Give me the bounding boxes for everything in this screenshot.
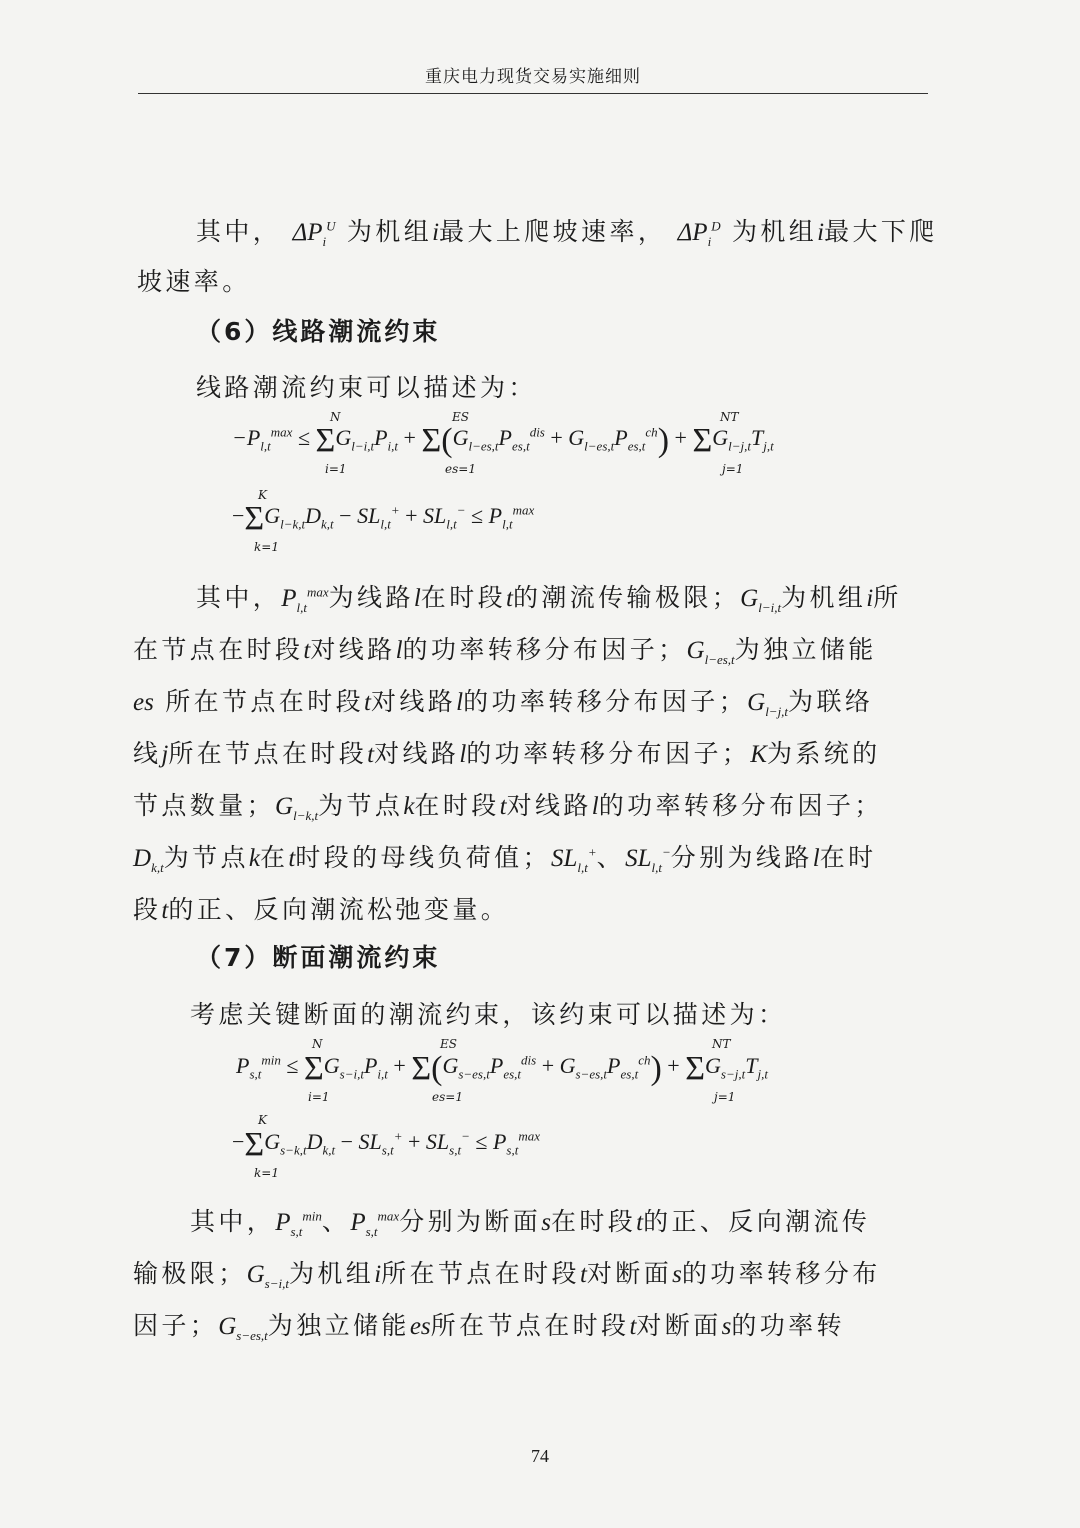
para6-line-7: 段t的正、反向潮流松弛变量。 [133, 895, 510, 924]
sum-limit: N [330, 410, 341, 424]
equation-line-flow-row2: $-\Sigma G_{l-k,t}D_{k,t} - SL_{l,t}^+ + SL_{l,t}^- \le P_{l,t}^{max}$ [232, 500, 535, 537]
sum-limit: i=1 [325, 462, 347, 476]
para7-line-1: 其中，$P_{s,t}^{min}$、$P_{s,t}^{max}$分别为断面s在时段t的正、反向潮流传 [190, 1207, 871, 1239]
heading-line-flow: （6）线路潮流约束 [196, 317, 441, 346]
sum-limit: k=1 [254, 540, 279, 554]
intro-section-flow: 考虑关键断面的潮流约束，该约束可以描述为： [190, 1000, 787, 1029]
sum-limit: ES [452, 410, 469, 424]
sum-limit: j=1 [722, 462, 744, 476]
para6-line-1: 其中，$P_{l,t}^{max}$为线路l在时段t的潮流传输极限；$G_{l-i,t}$为机组i所 [196, 583, 902, 615]
sum-limit: es=1 [432, 1090, 463, 1104]
para6-line-5: 节点数量；$G_{l-k,t}$为节点k在时段t对线路l的功率转移分布因子； [133, 791, 883, 823]
para6-line-4: 线j所在节点在时段t对线路l的功率转移分布因子；K为系统的 [133, 739, 881, 768]
sum-limit: es=1 [445, 462, 476, 476]
running-header: 重庆电力现货交易实施细则 [425, 67, 641, 87]
para6-line-6: $D_{k,t}$为节点k在t时段的母线负荷值；$SL_{l,t}^+$、$SL_{l,t}^-$分别为线路l在时 [133, 843, 877, 875]
sum-limit: NT [720, 410, 739, 424]
heading-section-flow: （7）断面潮流约束 [196, 943, 441, 972]
para6-line-3: es 所在节点在时段t对线路l的功率转移分布因子；$G_{l-j,t}$为联络 [133, 687, 874, 719]
sum-limit: NT [712, 1037, 731, 1051]
sum-limit: k=1 [254, 1166, 279, 1180]
ramp-line-1: 其中， $\Delta P_i^U$ 为机组i最大上爬坡速率， $\Delta P_i^D$ 为机组i最大下爬 [196, 217, 938, 249]
para7-line-3: 因子；$G_{s-es,t}$为独立储能es所在节点在时段t对断面s的功率转 [133, 1311, 845, 1343]
sum-limit: K [258, 1113, 267, 1127]
ramp-line-2: 坡速率。 [137, 267, 251, 296]
sum-limit: j=1 [714, 1090, 736, 1104]
equation-section-flow-row2: $-\Sigma G_{s-k,t}D_{k,t} - SL_{s,t}^+ + SL_{s,t}^- \le P_{s,t}^{max}$ [232, 1126, 540, 1163]
sum-limit: K [258, 488, 267, 502]
equation-section-flow-row1: $P_{s,t}^{min} \le \Sigma G_{s-i,t}P_{i,t} + \Sigma(G_{s-es,t}P_{es,t}^{dis} + G_{s-es,t}P_{es,t}^{ch}) + \Sigma G_{s-j,t}T_{j,t}$ [236, 1050, 768, 1087]
sum-limit: N [312, 1037, 323, 1051]
sum-limit: i=1 [308, 1090, 330, 1104]
equation-line-flow-row1: $-P_{l,t}^{max} \le \Sigma G_{l-i,t}P_{i,t} + \Sigma(G_{l-es,t}P_{es,t}^{dis} + G_{l-es,t}P_{es,t}^{ch}) + \Sigma G_{l-j,t}T_{j,t}$ [232, 422, 774, 459]
header-rule [138, 93, 928, 94]
intro-line-flow: 线路潮流约束可以描述为： [196, 373, 537, 402]
para7-line-2: 输极限；$G_{s-i,t}$为机组i所在节点在时段t对断面s的功率转移分布 [133, 1259, 881, 1291]
sum-limit: ES [440, 1037, 457, 1051]
para6-line-2: 在节点在时段t对线路l的功率转移分布因子；$G_{l-es,t}$为独立储能 [133, 635, 877, 667]
page-number: 74 [531, 1446, 549, 1466]
